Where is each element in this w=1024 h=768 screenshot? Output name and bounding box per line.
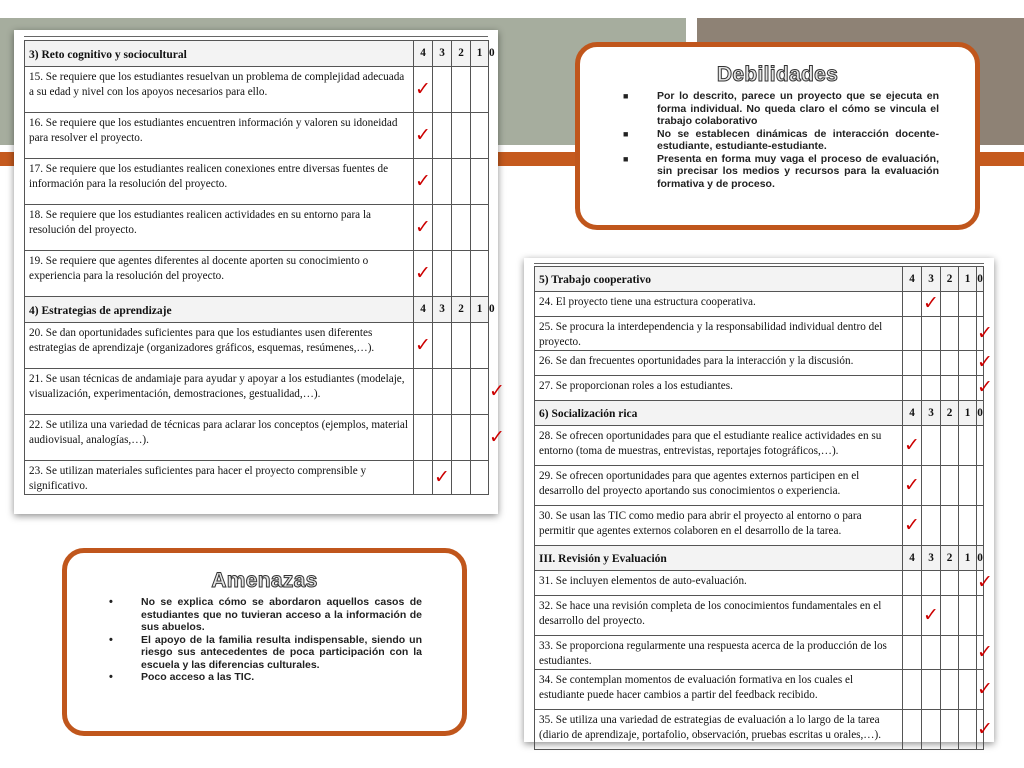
red-check-icon: ✓ (904, 513, 920, 536)
score-cell-1 (959, 292, 977, 317)
score-header-3: 3 (433, 41, 452, 67)
score-cell-1 (959, 571, 977, 596)
debilidades-item-text: Presenta en forma muy vaga el proceso de evaluación, sin precisar los medios y recursos para la evaluación formativa y de proceso. (657, 152, 939, 190)
amenazas-item-text: El apoyo de la familia resulta indispensable, siendo un riesgo sus antecedentes de poca participación con la escuela y las diferencias culturales. (141, 633, 422, 671)
score-header-3: 3 (922, 546, 941, 571)
score-cell-4 (414, 67, 433, 113)
score-cell-3 (922, 466, 941, 506)
score-cell-4 (414, 159, 433, 205)
score-cell-3 (922, 506, 941, 546)
score-cell-1 (471, 369, 489, 415)
score-cell-3 (922, 317, 941, 351)
score-cell-2 (941, 466, 959, 506)
criterion-text: 16. Se requiere que los estudiantes encuentren información y valoren su idoneidad para resolver el proyecto. (25, 113, 414, 159)
rubric-row (535, 426, 984, 466)
debilidades-item-text: No se establecen dinámicas de interacción docente-estudiante, estudiante-estudiante. (657, 127, 939, 152)
section-title: 6) Socialización rica (535, 401, 903, 426)
score-cell-3 (433, 113, 452, 159)
debilidades-title: Debilidades (716, 63, 839, 86)
rubric-row (535, 636, 984, 670)
debilidades-item (623, 152, 939, 191)
rubric-row (25, 323, 489, 369)
score-cell-1 (471, 159, 489, 205)
score-cell-4 (903, 317, 922, 351)
score-header-2: 2 (941, 546, 959, 571)
score-cell-4 (903, 506, 922, 546)
score-cell-3 (922, 670, 941, 710)
score-cell-3 (922, 636, 941, 670)
score-cell-4 (903, 710, 922, 750)
score-cell-1 (471, 205, 489, 251)
score-cell-2 (941, 292, 959, 317)
score-header-1: 1 (959, 546, 977, 571)
score-header-4: 4 (414, 297, 433, 323)
score-header-3: 3 (922, 401, 941, 426)
criterion-text: 18. Se requiere que los estudiantes realicen actividades en su entorno para la resolución del proyecto. (25, 205, 414, 251)
score-cell-4 (414, 369, 433, 415)
score-cell-0 (977, 596, 984, 636)
score-cell-4 (414, 113, 433, 159)
red-check-icon: ✓ (977, 677, 993, 700)
score-header-4: 4 (903, 401, 922, 426)
score-cell-0 (977, 351, 993, 376)
score-cell-2 (941, 670, 959, 710)
score-cell-0 (977, 317, 993, 351)
red-check-icon: ✓ (415, 123, 431, 146)
rubric-row (535, 376, 984, 401)
amenazas-item (109, 633, 422, 672)
score-cell-2 (452, 159, 471, 205)
score-cell-0 (977, 292, 984, 317)
rubric-row (535, 466, 984, 506)
section-header-row: 4) Estrategias de aprendizaje 4 3 2 1 0 (25, 297, 489, 323)
score-header-1: 1 (959, 401, 977, 426)
rubric-row (535, 670, 984, 710)
score-cell-3 (922, 292, 941, 317)
section-header-row (535, 401, 984, 426)
rubric-row (535, 571, 984, 596)
score-header-3: 3 (433, 297, 452, 323)
rubric-row (535, 351, 984, 376)
score-cell-2 (941, 710, 959, 750)
score-cell-3 (433, 67, 452, 113)
score-cell-2 (941, 571, 959, 596)
score-cell-1 (959, 636, 977, 670)
criterion-text: 17. Se requiere que los estudiantes realicen conexiones entre diversas fuentes de información para la resolución del proyecto. (25, 159, 414, 205)
square-bullet-icon: ■ (623, 91, 629, 101)
red-check-icon: ✓ (415, 77, 431, 100)
rubric-scan-left (14, 30, 505, 514)
score-cell-4 (414, 415, 433, 461)
round-bullet-icon: • (109, 671, 113, 683)
red-check-icon: ✓ (977, 717, 993, 740)
score-cell-3 (922, 426, 941, 466)
score-cell-1 (959, 376, 977, 401)
criterion-text: 30. Se usan las TIC como medio para abrir el proyecto al entorno o para permitir que agentes externos colaboren en el desarrollo de la tarea. (535, 506, 903, 546)
rubric-table-right (534, 266, 993, 750)
score-cell-1 (959, 710, 977, 750)
score-header-2: 2 (452, 297, 471, 323)
score-cell-1 (471, 323, 489, 369)
score-cell-2 (941, 351, 959, 376)
score-cell-4 (903, 351, 922, 376)
score-header-0: 0 (977, 267, 984, 292)
debilidades-item (623, 127, 939, 153)
score-cell-3 (922, 351, 941, 376)
red-check-icon: ✓ (415, 215, 431, 238)
criterion-text: 28. Se ofrecen oportunidades para que el estudiante realice actividades en su entorno (toma de muestras, entrevistas, reportajes fotográficos,…). (535, 426, 903, 466)
score-cell-4 (903, 426, 922, 466)
score-header-4: 4 (903, 267, 922, 292)
criterion-text: 35. Se utiliza una variedad de estrategias de evaluación a lo largo de la tarea (diario de aprendizaje, portafolio, observación, pruebas escritas u orales,…). (535, 710, 903, 750)
criterion-text: 24. El proyecto tiene una estructura cooperativa. (535, 292, 903, 317)
section-title: III. Revisión y Evaluación (535, 546, 903, 571)
score-cell-2 (452, 251, 471, 297)
amenazas-item (109, 596, 422, 634)
red-check-icon: ✓ (434, 465, 450, 488)
red-check-icon: ✓ (904, 433, 920, 456)
rubric-row (25, 113, 489, 159)
score-cell-2 (452, 369, 471, 415)
score-cell-3 (433, 369, 452, 415)
score-cell-3 (922, 571, 941, 596)
score-cell-3 (433, 159, 452, 205)
debilidades-box (575, 42, 980, 230)
rubric-row (25, 369, 489, 415)
section-title: 3) Reto cognitivo y sociocultural (25, 41, 414, 67)
score-cell-4 (414, 323, 433, 369)
score-cell-2 (452, 67, 471, 113)
score-cell-1 (959, 506, 977, 546)
red-check-icon: ✓ (904, 473, 920, 496)
score-header-2: 2 (941, 267, 959, 292)
score-cell-3 (922, 710, 941, 750)
score-cell-2 (452, 461, 471, 495)
score-cell-0 (977, 571, 993, 596)
score-header-3: 3 (922, 267, 941, 292)
debilidades-item (623, 90, 939, 128)
score-cell-3 (433, 461, 452, 495)
score-header-2: 2 (941, 401, 959, 426)
section-header-row (535, 267, 984, 292)
criterion-text: 15. Se requiere que los estudiantes resuelvan un problema de complejidad adecuada a su edad y nivel con los apoyos necesarios para ello. (25, 67, 414, 113)
red-check-icon: ✓ (489, 425, 505, 448)
square-bullet-icon: ■ (623, 153, 629, 164)
score-cell-4 (903, 376, 922, 401)
score-cell-4 (903, 292, 922, 317)
score-cell-2 (452, 415, 471, 461)
score-cell-2 (941, 636, 959, 670)
score-cell-3 (433, 205, 452, 251)
criterion-text: 19. Se requiere que agentes diferentes al docente aporten su conocimiento o experiencia para la resolución del proyecto. (25, 251, 414, 297)
score-header-0: 0 (977, 401, 984, 426)
criterion-text: 27. Se proporcionan roles a los estudiantes. (535, 376, 903, 401)
score-cell-1 (959, 670, 977, 710)
amenazas-list (109, 596, 422, 684)
score-cell-4 (414, 251, 433, 297)
score-cell-0 (977, 710, 993, 750)
score-cell-1 (471, 461, 489, 495)
red-check-icon: ✓ (977, 351, 993, 373)
score-cell-4 (903, 466, 922, 506)
score-cell-2 (941, 376, 959, 401)
rubric-row (535, 710, 984, 750)
score-cell-2 (941, 426, 959, 466)
round-bullet-icon: • (109, 633, 113, 646)
criterion-text: 20. Se dan oportunidades suficientes para que los estudiantes usen diferentes estrategias de aprendizaje (organizadores gráficos, esquemas, resúmenes,…). (25, 323, 414, 369)
red-check-icon: ✓ (977, 376, 993, 398)
amenazas-item-text: No se explica cómo se abordaron aquellos casos de estudiantes que no tuvieran acceso a la información de sus abuelos. (141, 596, 422, 633)
round-bullet-icon: • (109, 596, 113, 608)
score-cell-3 (922, 376, 941, 401)
score-header-1: 1 (471, 41, 489, 67)
score-cell-4 (414, 205, 433, 251)
score-cell-3 (433, 323, 452, 369)
criterion-text: 26. Se dan frecuentes oportunidades para la interacción y la discusión. (535, 351, 903, 376)
rubric-row (535, 506, 984, 546)
section-title: 4) Estrategias de aprendizaje (25, 297, 414, 323)
amenazas-item-text: Poco acceso a las TIC. (141, 671, 255, 683)
red-check-icon: ✓ (415, 169, 431, 192)
score-cell-3 (922, 596, 941, 636)
rubric-row (25, 415, 489, 461)
score-cell-4 (903, 596, 922, 636)
amenazas-box (62, 548, 467, 736)
amenazas-title: Amenazas (211, 569, 318, 592)
score-cell-4 (414, 461, 433, 495)
scan-top-edge (24, 30, 488, 37)
debilidades-item-text: Por lo descrito, parece un proyecto que se ejecuta en forma individual. No queda claro el cómo se vincula el trabajo colaborativo (657, 90, 939, 127)
section-title: 5) Trabajo cooperativo (535, 267, 903, 292)
rubric-row (25, 67, 489, 113)
score-cell-0 (977, 636, 993, 670)
criterion-text: 21. Se usan técnicas de andamiaje para ayudar y apoyar a los estudiantes (modelaje, visualización, experimentación, demostraciones, gestualidad,…). (25, 369, 414, 415)
red-check-icon: ✓ (977, 640, 993, 663)
section-header-row: 3) Reto cognitivo y sociocultural 4 3 2 1 0 (25, 41, 489, 67)
score-cell-1 (959, 317, 977, 351)
score-header-2: 2 (452, 41, 471, 67)
rubric-row (25, 461, 489, 495)
rubric-row (535, 317, 984, 351)
score-cell-1 (959, 351, 977, 376)
score-cell-2 (941, 317, 959, 351)
score-cell-1 (959, 596, 977, 636)
score-cell-0 (977, 670, 993, 710)
rubric-row (535, 292, 984, 317)
criterion-text: 34. Se contemplan momentos de evaluación formativa en los cuales el estudiante puede hacer cambios a partir del feedback recibido. (535, 670, 903, 710)
score-cell-0 (977, 376, 993, 401)
score-cell-3 (433, 251, 452, 297)
rubric-row (535, 596, 984, 636)
score-header-1: 1 (471, 297, 489, 323)
score-header-1: 1 (959, 267, 977, 292)
criterion-text: 25. Se procura la interdependencia y la responsabilidad individual dentro del proyecto. (535, 317, 903, 351)
red-check-icon: ✓ (489, 379, 505, 402)
red-check-icon: ✓ (977, 321, 993, 344)
score-cell-1 (959, 466, 977, 506)
score-cell-3 (433, 415, 452, 461)
score-cell-0 (977, 506, 984, 546)
rubric-row (25, 159, 489, 205)
score-header-4: 4 (414, 41, 433, 67)
score-cell-1 (471, 113, 489, 159)
square-bullet-icon: ■ (623, 128, 629, 139)
score-cell-1 (471, 415, 489, 461)
section-header-row (535, 546, 984, 571)
red-check-icon: ✓ (415, 333, 431, 356)
score-cell-1 (471, 67, 489, 113)
criterion-text: 23. Se utilizan materiales suficientes para hacer el proyecto comprensible y significativo. (25, 461, 414, 495)
score-cell-0 (977, 466, 984, 506)
criterion-text: 31. Se incluyen elementos de auto-evaluación. (535, 571, 903, 596)
rubric-scan-right (524, 258, 994, 742)
rubric-table-left (24, 40, 505, 495)
score-cell-2 (452, 323, 471, 369)
red-check-icon: ✓ (923, 603, 939, 626)
score-cell-2 (452, 113, 471, 159)
amenazas-item (109, 671, 422, 684)
rubric-row (25, 251, 489, 297)
scan-top-edge (534, 258, 984, 264)
score-cell-4 (903, 571, 922, 596)
score-cell-2 (452, 205, 471, 251)
criterion-text: 32. Se hace una revisión completa de los conocimientos fundamentales en el desarrollo del proyecto. (535, 596, 903, 636)
rubric-row (25, 205, 489, 251)
score-cell-1 (959, 426, 977, 466)
red-check-icon: ✓ (923, 292, 939, 314)
score-cell-0 (977, 426, 984, 466)
score-cell-4 (903, 670, 922, 710)
debilidades-list (623, 90, 939, 190)
score-cell-2 (941, 506, 959, 546)
score-header-0: 0 (977, 546, 984, 571)
score-cell-4 (903, 636, 922, 670)
criterion-text: 33. Se proporciona regularmente una respuesta acerca de la producción de los estudiantes. (535, 636, 903, 670)
score-cell-1 (471, 251, 489, 297)
red-check-icon: ✓ (415, 261, 431, 284)
criterion-text: 29. Se ofrecen oportunidades para que agentes externos participen en el desarrollo del proyecto aportando sus conocimientos o experiencia. (535, 466, 903, 506)
red-check-icon: ✓ (977, 571, 993, 593)
score-cell-2 (941, 596, 959, 636)
criterion-text: 22. Se utiliza una variedad de técnicas para aclarar los conceptos (ejemplos, material audiovisual, analogías,…). (25, 415, 414, 461)
score-header-4: 4 (903, 546, 922, 571)
